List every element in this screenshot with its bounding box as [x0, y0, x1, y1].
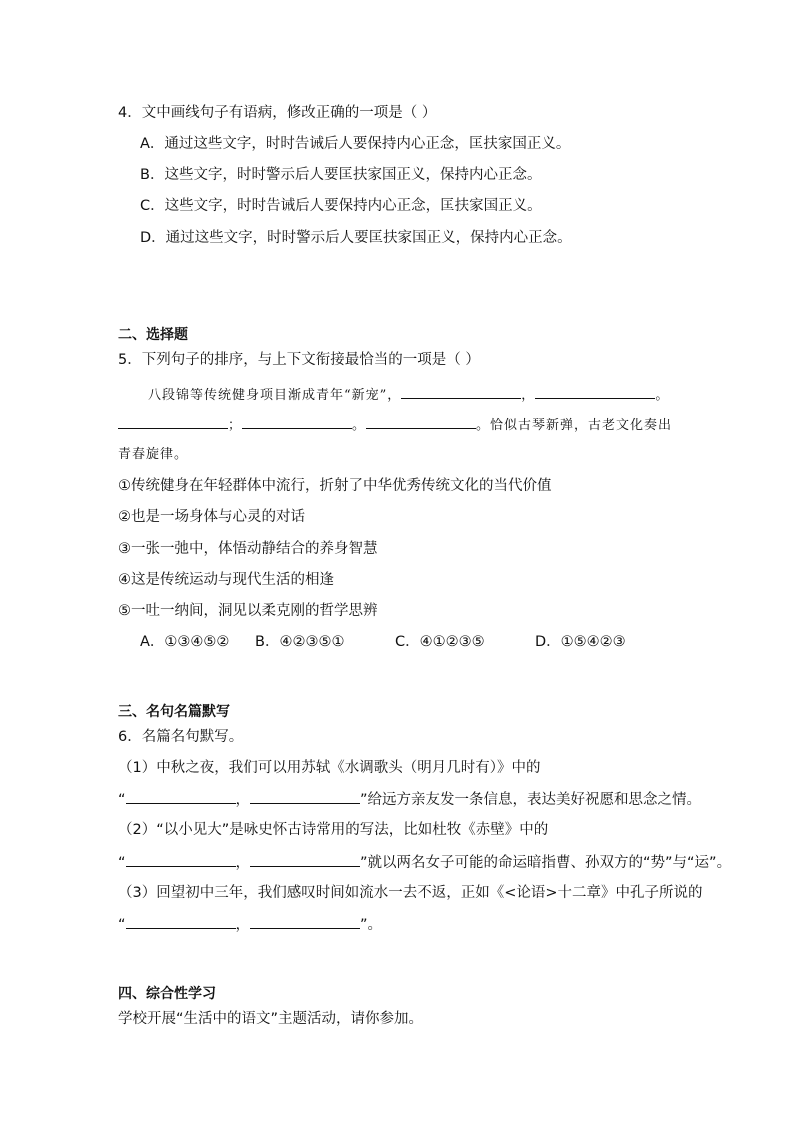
q6-part-3-prompt: （3）回望初中三年，我们感叹时间如流水一去不返，正如《<论语>十二章》中孔子所说的 — [118, 885, 703, 901]
section-2-title: 二、选择题 — [118, 327, 188, 343]
open-quote: “ — [118, 792, 126, 808]
q5-sep: ； — [228, 418, 243, 433]
q6-part-2-answer — [118, 852, 731, 873]
q5-sep: ， — [521, 388, 536, 403]
q5-blank-4[interactable] — [242, 414, 352, 429]
q6-part-1-answer — [118, 789, 701, 810]
q5-blank-1[interactable] — [401, 384, 521, 399]
q6-stem: 6．名篇名句默写。 — [118, 729, 244, 745]
q5-item-4: ④这是传统运动与现代生活的相逢 — [118, 572, 334, 588]
q5-passage-b: 恰似古琴新弹，古老文化奏出 — [490, 418, 673, 433]
q6-2-blank-1[interactable] — [126, 852, 236, 867]
q5-passage-c: 青春旋律。 — [118, 447, 189, 462]
q5-item-2: ②也是一场身体与心灵的对话 — [118, 509, 305, 525]
q6-part-3-tail: ”。 — [360, 917, 383, 933]
q6-part-1-prompt: （1）中秋之夜，我们可以用苏轼《水调歌头（明月几时有）》中的 — [118, 760, 541, 776]
q5-item-1: ①传统健身在年轻群体中流行，折射了中华优秀传统文化的当代价值 — [118, 478, 552, 494]
q5-sep: 。 — [655, 388, 670, 403]
q4-option-a: A．通过这些文字，时时告诫后人要保持内心正念，匡扶家国正义。 — [140, 136, 571, 152]
q5-sep: 。 — [476, 418, 491, 433]
q4-option-c: C．这些文字，时时告诫后人要保持内心正念，匡扶家国正义。 — [140, 198, 542, 214]
q6-part-2-prompt: （2）“以小见大”是咏史怀古诗常用的写法，比如杜牧《赤壁》中的 — [118, 822, 549, 838]
q5-choice-d: D．①⑤④②③ — [535, 634, 626, 650]
open-quote: “ — [118, 855, 126, 871]
section-3-title: 三、名句名篇默写 — [118, 704, 230, 720]
comma: ， — [235, 917, 251, 933]
q5-stem: 5．下列句子的排序，与上下文衔接最恰当的一项是（ ） — [118, 352, 480, 368]
q5-passage-line-2 — [118, 414, 672, 436]
q6-3-blank-1[interactable] — [126, 914, 236, 929]
open-quote: “ — [118, 917, 126, 933]
q6-part-3-answer — [118, 914, 382, 935]
q5-sep: 。 — [352, 418, 367, 433]
section-4-text: 学校开展“生活中的语文”主题活动，请你参加。 — [118, 1011, 424, 1027]
q4-stem: 4．文中画线句子有语病，修改正确的一项是（ ） — [118, 105, 437, 121]
q6-1-blank-2[interactable] — [250, 789, 360, 804]
q6-part-1-tail: ”给远方亲友发一条信息，表达美好祝愿和思念之情。 — [360, 792, 702, 808]
q5-choice-a: A．①③④⑤② — [140, 634, 230, 650]
comma: ， — [235, 855, 251, 871]
q5-blank-3[interactable] — [118, 414, 228, 429]
q4-option-b: B．这些文字，时时警示后人要匡扶家国正义，保持内心正念。 — [140, 167, 542, 183]
section-4-title: 四、综合性学习 — [118, 986, 216, 1002]
q5-choices — [140, 632, 626, 652]
comma: ， — [235, 792, 251, 808]
q5-item-5: ⑤一吐一纳间，洞见以柔克刚的哲学思辨 — [118, 603, 378, 619]
q6-2-blank-2[interactable] — [250, 852, 360, 867]
q5-passage-line-1 — [148, 384, 669, 406]
q5-blank-5[interactable] — [366, 414, 476, 429]
q4-option-d: D．通过这些文字，时时警示后人要匡扶家国正义，保持内心正念。 — [140, 230, 572, 246]
q5-blank-2[interactable] — [535, 384, 655, 399]
q6-3-blank-2[interactable] — [250, 914, 360, 929]
q6-1-blank-1[interactable] — [126, 789, 236, 804]
q5-passage-a: 八段锦等传统健身项目渐成青年“新宠”， — [148, 388, 402, 403]
q5-choice-c: C．④①②③⑤ — [395, 634, 485, 650]
q5-choice-b: B．④②③⑤① — [255, 634, 345, 650]
q5-item-3: ③一张一弛中，体悟动静结合的养身智慧 — [118, 541, 378, 557]
q6-part-2-tail: ”就以两名女子可能的命运暗指曹、孙双方的“势”与“运”。 — [360, 855, 732, 871]
